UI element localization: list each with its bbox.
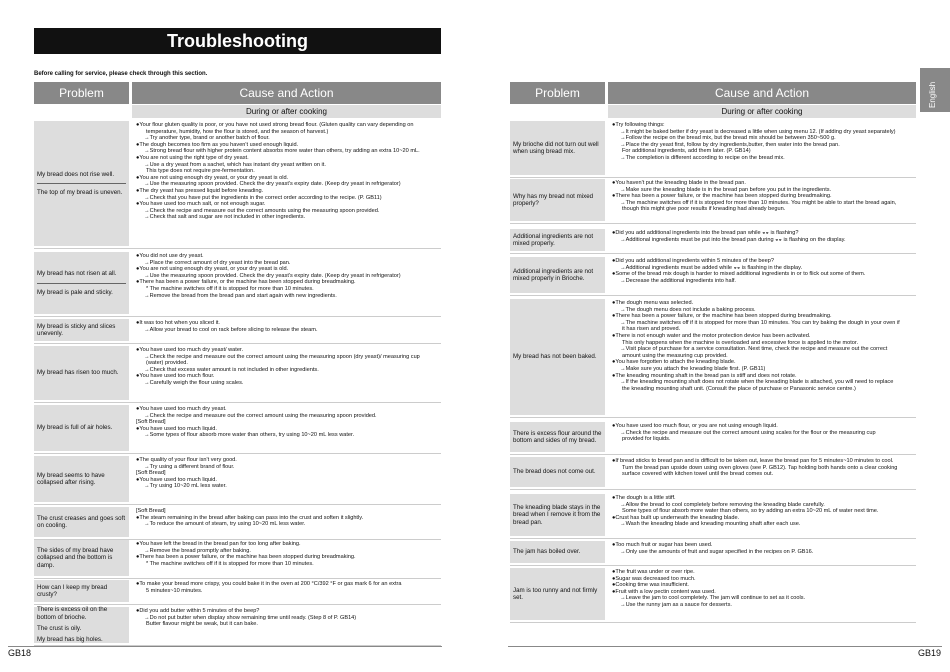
problem-cell xyxy=(34,405,129,451)
cause-cell xyxy=(608,541,916,563)
cause-line: → Remove the bread from the bread pan and start again with new ingredients. xyxy=(136,293,437,300)
cause-line: → Decrease the additional ingredients into half. xyxy=(612,278,912,285)
row-separator xyxy=(34,504,441,505)
cause-cell xyxy=(608,568,916,620)
problem-cell xyxy=(34,456,129,502)
row-separator xyxy=(510,295,916,296)
cause-line: ● You have left the bread in the bread pan for too long after baking. xyxy=(136,541,437,548)
cause-line: ● The kneading mounting shaft in the bread pan is stiff and does not rotate. xyxy=(612,373,912,380)
problem-text: The top of my bread is uneven. xyxy=(37,189,123,196)
problem-text: Additional ingredients are not mixed properly. xyxy=(513,232,594,247)
page-number-left: GB18 xyxy=(8,648,32,658)
problem-cell xyxy=(510,179,605,221)
cause-line: Butter flavour might be weak, but it can bake. xyxy=(146,621,258,628)
problem-text: My bread has risen too much. xyxy=(37,369,119,377)
problem-cell xyxy=(510,229,605,251)
cause-line: provided for liquids. xyxy=(622,436,671,443)
cause-line: * The machine switches off if it is stopped for more than 10 minutes. xyxy=(146,560,314,567)
cause-line: → Allow the bread to cool completely before removing the kneading blade carefully. xyxy=(612,502,912,509)
cause-line: → The machine switches off if it is stopped for more than 10 minutes. You might be able to start the bread again, xyxy=(612,200,912,207)
problem-cell xyxy=(510,541,605,563)
table-row xyxy=(510,179,916,221)
row-separator xyxy=(34,343,441,344)
cause-cell xyxy=(608,457,916,487)
problem-text: My bread has not been baked. xyxy=(513,353,597,361)
pre-note: Before calling for service, please check through this section. xyxy=(34,71,208,77)
cause-line: → Try using a different brand of flour. xyxy=(136,464,437,471)
bottom-rule-left xyxy=(8,646,442,647)
cause-line: ● You have used too much salt, or not enough sugar. xyxy=(136,201,437,208)
cause-line: → Allow your bread to cool on rack before slicing to release the steam. xyxy=(136,327,437,334)
cause-line: ● Did you add butter within 5 minutes of the beep? xyxy=(136,608,437,615)
problem-cell xyxy=(510,422,605,452)
cause-cell xyxy=(608,257,916,293)
problem-cell xyxy=(510,121,605,175)
problem-text: Jam is too runny and not firmly set. xyxy=(513,586,598,601)
cause-line: → Visit place of purchase for a service consultation. Next time, check the recipe and measure out the correct xyxy=(612,346,912,353)
row-separator xyxy=(510,538,916,539)
cause-line: → Only use the amounts of fruit and sugar specified in the recipes on P. GB16. xyxy=(612,549,912,556)
table-row xyxy=(34,405,441,451)
cause-line: → Check that you have put the ingredients in the correct order according to the recipe. (P. GB11) xyxy=(136,195,437,202)
table-row xyxy=(34,507,441,537)
cause-line: ● Try following things: xyxy=(612,122,912,129)
cause-line: ● The steam remaining in the bread after baking can pass into the crust and soften it slightly. xyxy=(136,515,437,522)
cause-cell xyxy=(132,121,441,246)
cause-line: [Soft Bread] xyxy=(136,508,166,514)
table-row xyxy=(34,319,441,341)
cause-cell xyxy=(132,507,441,537)
problem-cell xyxy=(34,607,129,643)
cause-cell xyxy=(132,319,441,341)
problem-text: The kneading blade stays in the bread when I remove it from the bread pan. xyxy=(513,503,601,526)
problem-cell xyxy=(34,252,129,314)
problem-text: My bread has big holes. xyxy=(37,636,103,644)
cause-line: → Leave the jam to cool completely. The jam will continue to set as it cools. xyxy=(612,595,912,602)
problem-text: My bread has not risen at all. xyxy=(37,270,117,278)
row-separator xyxy=(510,177,916,178)
cause-line: ● There has been a power failure, or the machine has been stopped during breadmaking. xyxy=(612,193,912,200)
cause-line: ● You have used too much dry yeast/ water. xyxy=(136,347,437,354)
cause-line: → Additional ingredients must be put into the bread pan during ◒◒ is flashing on the display. xyxy=(612,237,912,244)
cause-cell xyxy=(132,346,441,400)
table-row xyxy=(510,257,916,293)
cause-line: ● The dough becomes too firm as you haven't used enough liquid. xyxy=(136,142,437,149)
problem-divider xyxy=(37,183,126,184)
problem-header-left: Problem xyxy=(34,82,129,104)
cause-line: ● Did you add additional ingredients within 5 minutes of the beep? xyxy=(612,258,912,265)
row-separator xyxy=(510,417,916,418)
cause-line: Some types of flour absorb more water than others, so try adding an extra 10~20 mL of water next time. xyxy=(622,508,879,515)
cause-line: [Soft Bread] xyxy=(136,419,166,426)
table-row xyxy=(34,252,441,314)
cause-line: ● The quality of your flour isn't very good. xyxy=(136,457,437,464)
cause-cell xyxy=(132,607,441,643)
problem-text: Additional ingredients are not mixed properly in Brioche. xyxy=(513,267,594,282)
problem-cell xyxy=(34,121,129,246)
cause-line: the kneading mounting shaft unit. (Consult the place of purchase or Panasonic service centre.) xyxy=(622,385,856,392)
bottom-rule-right xyxy=(508,646,942,647)
cause-line: → The completion is different according to recipe on the bread mix. xyxy=(612,155,912,162)
subheader-right: During or after cooking xyxy=(608,105,916,118)
cause-line: → Check that excess water amount is not included in other ingredients. xyxy=(136,367,437,374)
problem-text: My bread is sticky and slices unevenly. xyxy=(37,322,116,337)
cause-cell xyxy=(132,252,441,314)
cause-line: ● You have used too much flour, or you are not using enough liquid. xyxy=(612,423,912,430)
problem-text: There is excess oil on the bottom of brioche. xyxy=(37,606,108,621)
cause-cell xyxy=(132,540,441,576)
cause-line: This type does not require pre-fermentation. xyxy=(146,168,255,175)
cause-line: → Carefully weigh the flour using scales. xyxy=(136,380,437,387)
cause-line: ● The dough menu was selected. xyxy=(612,300,912,307)
subheader-left: During or after cooking xyxy=(132,105,441,118)
table-row xyxy=(34,607,441,643)
cause-line: → To reduce the amount of steam, try using 10~20 mL less water. xyxy=(136,521,437,528)
cause-line: ● Fruit with a low pectin content was used. xyxy=(612,589,912,596)
problem-text: How can I keep my bread crusty? xyxy=(37,583,108,598)
problem-cell xyxy=(34,580,129,602)
cause-line: → Check the recipe and measure out the correct amount using the measuring spoon (dry yeast)/ measuring cup xyxy=(136,354,437,361)
table-row xyxy=(510,494,916,536)
cause-cell xyxy=(132,580,441,602)
cause-line: ● You are not using enough dry yeast, or your dry yeast is old. xyxy=(136,175,437,182)
cause-line: → Strong bread flour with higher protein content absorbs more water than others, try adding an extra 10~20 mL. xyxy=(136,148,437,155)
row-separator xyxy=(510,454,916,455)
cause-line: ● You have used too much liquid. xyxy=(136,477,437,484)
row-separator xyxy=(510,489,916,490)
language-tab-label: English xyxy=(928,81,937,108)
problem-header-right: Problem xyxy=(510,82,605,104)
problem-text: My brioche did not turn out well when using bread mix. xyxy=(513,140,599,155)
cause-line: → Use the measuring spoon provided. Check the dry yeast's expiry date. (Keep dry yeast in refrigerator) xyxy=(136,181,437,188)
table-row xyxy=(510,457,916,487)
cause-line: ● Did you add additional ingredients into the bread pan while ◒◒ is flashing? xyxy=(612,230,912,237)
cause-line: though this might give poor results if kneading had already begun. xyxy=(622,206,786,213)
cause-line: → Wash the kneading blade and kneading mounting shaft after each use. xyxy=(612,521,912,528)
cause-line: ● You are not using the right type of dry yeast. xyxy=(136,155,437,162)
table-row xyxy=(510,299,916,415)
cause-line: → Some types of flour absorb more water than others, try using 10~20 mL less water. xyxy=(136,432,437,439)
cause-line: → Check that salt and sugar are not included in other ingredients. xyxy=(136,214,437,221)
language-tab xyxy=(920,68,950,112)
cause-line: → Additional ingredients must be added while ◒◒ is flashing in the display. xyxy=(612,265,912,272)
problem-cell xyxy=(510,299,605,415)
cause-line: → Use the measuring spoon provided. Check the dry yeast's expiry date. (Keep dry yeast in refrigerator) xyxy=(136,273,437,280)
row-separator xyxy=(34,248,441,249)
row-separator xyxy=(34,578,441,579)
table-row xyxy=(510,121,916,175)
cause-line: * The machine switches off if it is stopped for more than 10 minutes. xyxy=(146,285,314,292)
table-row xyxy=(34,540,441,576)
cause-line: → If the kneading mounting shaft does not rotate when the kneading blade is attached, you will need to replace xyxy=(612,379,912,386)
cause-line: ● There is not enough water and the motor protection device has been activated. xyxy=(612,333,912,340)
cause-cell xyxy=(608,494,916,536)
cause-line: ● There has been a power failure, or the machine has been stopped during breadmaking. xyxy=(612,313,912,320)
problem-cell xyxy=(510,568,605,620)
problem-text: The bread does not come out. xyxy=(513,468,596,476)
cause-line: ● It was too hot when you sliced it. xyxy=(136,320,437,327)
cause-cell xyxy=(608,179,916,221)
cause-line: → It might be baked better if dry yeast is decreased a little when using menu 12. (If adding dry yeast separately) xyxy=(612,129,912,136)
cause-line: Turn the bread pan upside down using oven gloves (see P. GB12). Tap holding both hands onto a clear cooking xyxy=(622,464,898,471)
table-row xyxy=(34,121,441,246)
problem-cell xyxy=(510,257,605,293)
cause-line: → Follow the recipe on the bread mix, but the bread mix should be between 350~500 g. xyxy=(612,135,912,142)
cause-line: ● There has been a power failure, or the machine has been stopped during breadmaking. xyxy=(136,279,437,286)
table-row xyxy=(34,580,441,602)
cause-line: → Do not put butter when display show remaining time until ready. (Step 8 of P. GB14) xyxy=(136,615,437,622)
row-separator xyxy=(34,316,441,317)
cause-line: → Try using 10~20 mL less water. xyxy=(136,483,437,490)
page-title: Troubleshooting xyxy=(34,28,441,54)
row-separator xyxy=(510,622,916,623)
page-number-right: GB19 xyxy=(918,648,942,658)
cause-line: temperature, humidity, how the flour is stored, and the season of harvest.) xyxy=(146,128,329,135)
cause-line: ● There has been a power failure, or the machine has been stopped during breadmaking. xyxy=(136,554,437,561)
cause-line: → Place the correct amount of dry yeast into the bread pan. xyxy=(136,260,437,267)
cause-cell xyxy=(608,422,916,452)
problem-text: Why has my bread not mixed properly? xyxy=(513,192,594,207)
row-separator xyxy=(34,604,441,605)
cause-line: ● If bread sticks to bread pan and is difficult to be taken out, leave the bread pan for 5 minutes~10 minutes to cool. xyxy=(612,458,912,465)
cause-line: ● Cooking time was insufficient. xyxy=(612,582,912,589)
table-row xyxy=(510,229,916,251)
problem-text: My bread seems to have collapsed after rising. xyxy=(37,471,105,486)
problem-cell xyxy=(510,457,605,487)
cause-line: it has risen and proved. xyxy=(622,326,681,333)
cause-cell xyxy=(132,456,441,502)
cause-line: ● The dough is a little stiff. xyxy=(612,495,912,502)
problem-cell xyxy=(34,346,129,400)
cause-line: ● You did not use dry yeast. xyxy=(136,253,437,260)
cause-line: ● You have used too much flour. xyxy=(136,373,437,380)
cause-cell xyxy=(132,405,441,451)
problem-cell xyxy=(34,319,129,341)
cause-line: → The dough menu does not include a baking process. xyxy=(612,307,912,314)
cause-line: ● You are not using enough dry yeast, or your dry yeast is old. xyxy=(136,266,437,273)
cause-line: amount using the measuring cup provided. xyxy=(622,352,728,359)
table-row xyxy=(34,346,441,400)
cause-header-left: Cause and Action xyxy=(132,82,441,104)
row-separator xyxy=(510,565,916,566)
problem-text: My bread is pale and sticky. xyxy=(37,288,113,296)
cause-line: [Soft Bread] xyxy=(136,470,166,477)
problem-text: There is excess flour around the bottom and sides of my bread. xyxy=(513,429,602,444)
cause-line: ● Some of the bread mix dough is harder to mixed additional ingredients in or to flick out some of them. xyxy=(612,271,912,278)
cause-line: ● Too much fruit or sugar has been used. xyxy=(612,542,912,549)
cause-line: ● The dry yeast has pressed liquid before kneading. xyxy=(136,188,437,195)
row-separator xyxy=(510,253,916,254)
cause-line: This only happens when the machine is overloaded and excessive force is applied to the motor. xyxy=(622,339,859,346)
problem-text: My bread is full of air holes. xyxy=(37,424,113,432)
problem-text: The jam has boiled over. xyxy=(513,548,581,556)
cause-line: → Try another type, brand or another batch of flour. xyxy=(136,135,437,142)
cause-line: → Check the recipe and measure out the correct amounts using the measuring spoon provided. xyxy=(136,208,437,215)
problem-text: My bread does not rise well. xyxy=(37,170,115,178)
cause-line: ● You have forgotten to attach the kneading blade. xyxy=(612,359,912,366)
table-row xyxy=(510,541,916,563)
cause-line: → Use a dry yeast from a sachet, which has instant dry yeast written on it. xyxy=(136,162,437,169)
table-row xyxy=(34,456,441,502)
cause-line: → The machine switches off if it is stopped for more than 10 minutes. You can try baking the dough in your oven if xyxy=(612,320,912,327)
cause-line: (water) provided. xyxy=(146,360,188,367)
cause-cell xyxy=(608,121,916,175)
problem-divider xyxy=(37,283,126,284)
cause-line: ● Sugar was decreased too much. xyxy=(612,576,912,583)
problem-cell xyxy=(34,507,129,537)
cause-cell xyxy=(608,229,916,251)
cause-line: → Check the recipe and measure out the correct amount using scales for the flour or the measuring cup xyxy=(612,430,912,437)
cause-line: ● You have used too much dry yeast. xyxy=(136,406,437,413)
row-separator xyxy=(510,223,916,224)
row-separator xyxy=(34,402,441,403)
cause-line: 5 minutes~10 minutes. xyxy=(146,587,203,594)
cause-line: → Check the recipe and measure out the correct amount using the measuring spoon provided. xyxy=(136,413,437,420)
cause-line: For additional ingredients, add them later. (P. GB14) xyxy=(622,148,751,155)
problem-cell xyxy=(34,540,129,576)
cause-line: ● You have used too much liquid. xyxy=(136,426,437,433)
problem-text: The sides of my bread have collapsed and the bottom is damp. xyxy=(37,546,114,569)
cause-header-right: Cause and Action xyxy=(608,82,916,104)
cause-line: ● Your flour gluten quality is poor, or you have not used strong bread flour. (Gluten quality can vary depending on xyxy=(136,122,437,129)
cause-line: → Make sure you attach the kneading blade first. (P. GB11) xyxy=(612,366,912,373)
row-separator xyxy=(34,453,441,454)
cause-line: ● To make your bread more crispy, you could bake it in the oven at 200 °C/392 °F or gas mark 6 for an extra xyxy=(136,581,437,588)
problem-text: The crust is oily. xyxy=(37,625,82,632)
cause-line: → Place the dry yeast first, follow by dry ingredients,butter, then water into the bread pan. xyxy=(612,142,912,149)
cause-line: ● Crust has built up underneath the kneading blade. xyxy=(612,515,912,522)
problem-text: The crust creases and goes soft on cooling. xyxy=(37,514,126,529)
cause-line: ● You haven't put the kneading blade in the bread pan. xyxy=(612,180,912,187)
cause-line: ● The fruit was under or over ripe. xyxy=(612,569,912,576)
cause-line: → Use the runny jam as a sauce for desserts. xyxy=(612,602,912,609)
cause-line: → Remove the bread promptly after baking. xyxy=(136,548,437,555)
cause-line: → Make sure the kneading blade is in the bread pan before you put in the ingredients. xyxy=(612,187,912,194)
cause-line: surface covered with kitchen towel until the bread comes out. xyxy=(622,471,774,478)
cause-cell xyxy=(608,299,916,415)
problem-cell xyxy=(510,494,605,536)
table-row xyxy=(510,422,916,452)
table-row xyxy=(510,568,916,620)
